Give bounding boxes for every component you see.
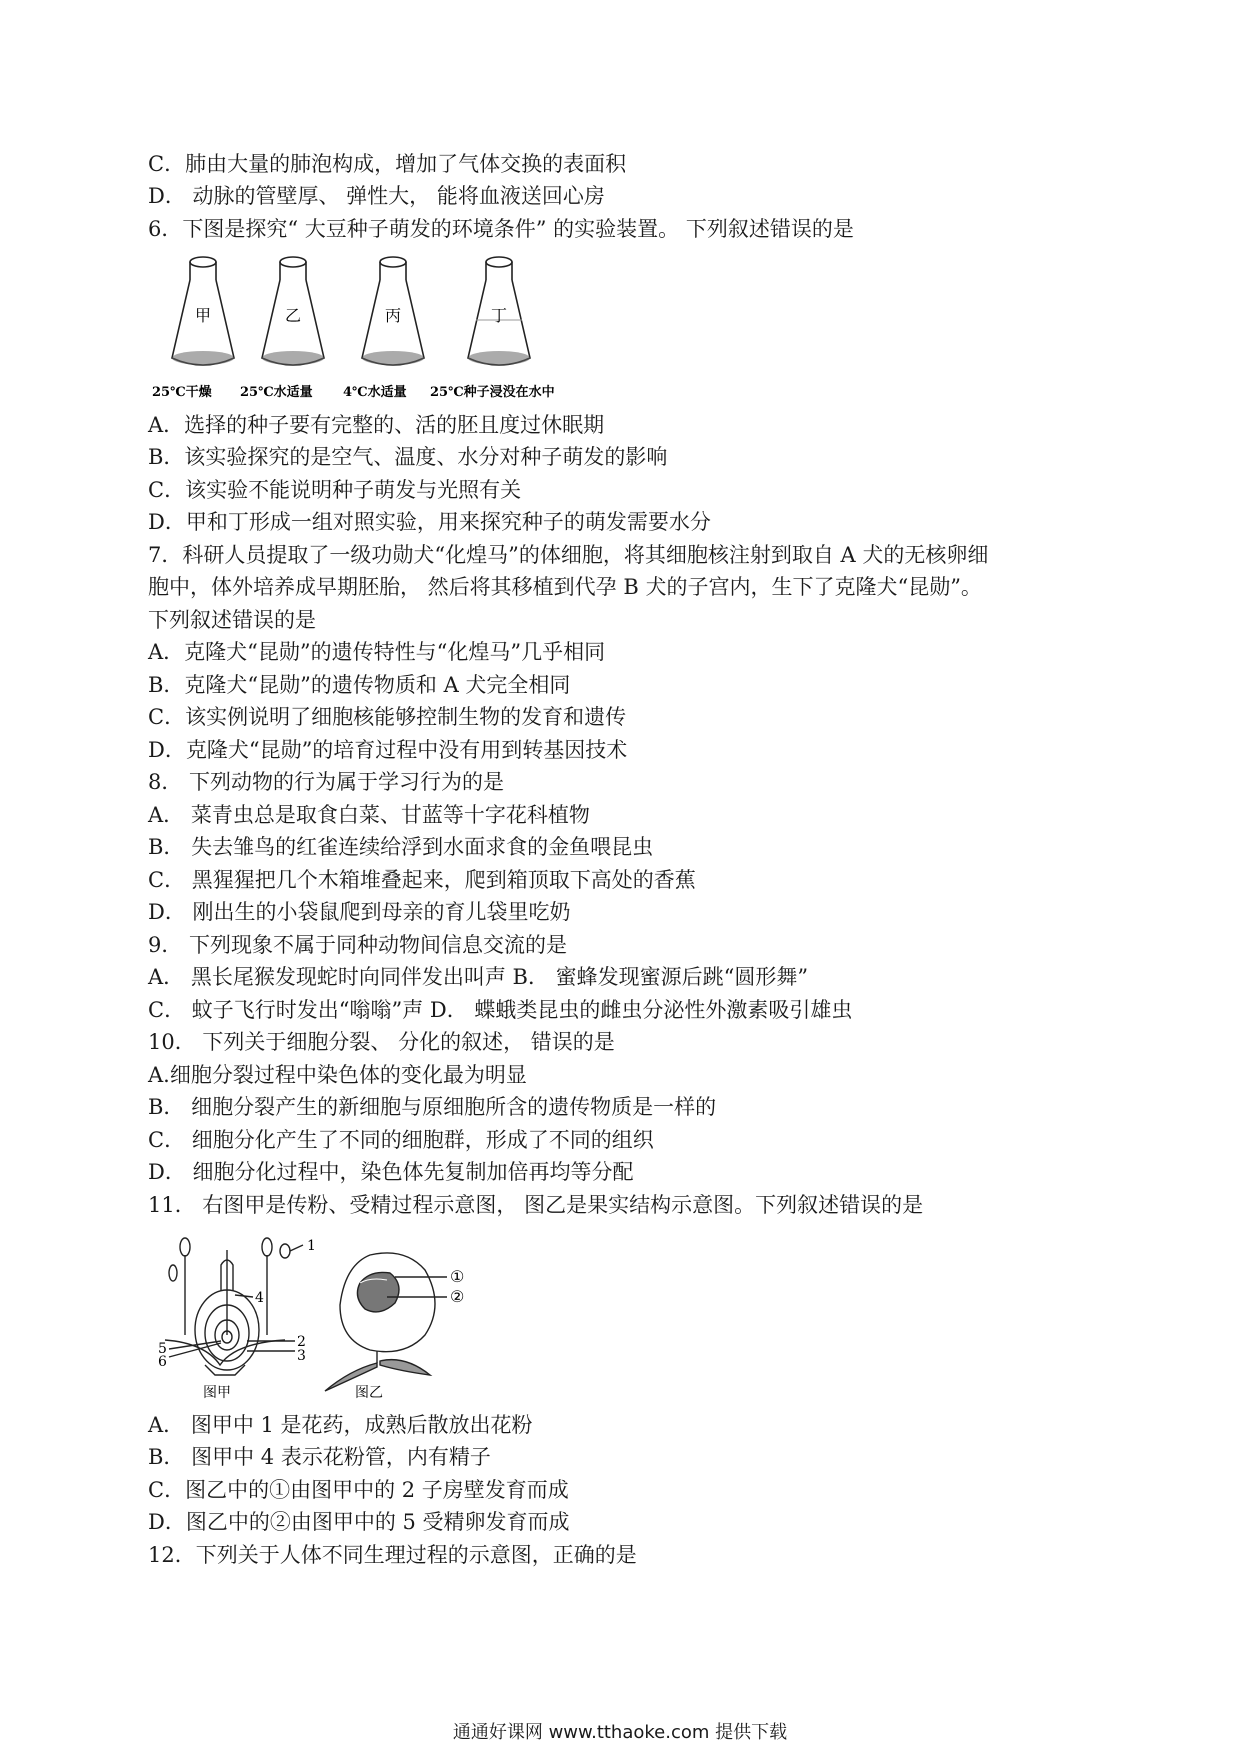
option-5c: C．肺由大量的肺泡构成，增加了气体交换的表面积 (148, 152, 627, 176)
option-10d: D． 细胞分化过程中，染色体先复制加倍再均等分配 (148, 1160, 634, 1184)
option-11a: A． 图甲中 1 是花药，成熟后散放出花粉 (148, 1413, 533, 1437)
flower-label-5: 5 (158, 1341, 167, 1357)
option-6c: C．该实验不能说明种子萌发与光照有关 (148, 478, 522, 502)
option-8a: A． 菜青虫总是取食白菜、甘蓝等十字花科植物 (148, 803, 590, 827)
pollination-fruit-figure (155, 1225, 535, 1400)
option-11b: B． 图甲中 4 表示花粉管，内有精子 (148, 1445, 491, 1469)
option-10b: B． 细胞分裂产生的新细胞与原细胞所含的遗传物质是一样的 (148, 1095, 717, 1119)
flask-caption-ding: 25℃种子浸没在水中 (430, 385, 555, 400)
option-11d: D．图乙中的②由图甲中的 5 受精卵发育而成 (148, 1510, 570, 1534)
option-5d: D． 动脉的管壁厚、 弹性大， 能将血液送回心房 (148, 184, 605, 208)
option-8d: D． 刚出生的小袋鼠爬到母亲的育儿袋里吃奶 (148, 900, 571, 924)
flask-caption-bing: 4℃水适量 (343, 385, 407, 400)
caption-yi: 图乙 (355, 1385, 383, 1401)
flask-label-bing: 丙 (384, 306, 402, 325)
flower-label-3: 3 (297, 1348, 306, 1364)
option-7c: C．该实例说明了细胞核能够控制生物的发育和遗传 (148, 705, 627, 729)
question-9: 9． 下列现象不属于同种动物间信息交流的是 (148, 933, 568, 957)
option-10c: C． 细胞分化产生了不同的细胞群，形成了不同的组织 (148, 1128, 654, 1152)
question-8: 8． 下列动物的行为属于学习行为的是 (148, 770, 505, 794)
seed-germination-figure (152, 250, 660, 400)
question-10: 10． 下列关于细胞分裂、 分化的叙述， 错误的是 (148, 1030, 615, 1054)
flower-diagram (165, 1238, 303, 1375)
option-7b: B．克隆犬“昆勋”的遗传物质和 A 犬完全相同 (148, 673, 571, 697)
flask-label-jia: 甲 (194, 306, 212, 325)
fruit-label-1: ① (450, 1267, 465, 1286)
flower-label-1: 1 (307, 1238, 316, 1254)
fruit-label-2: ② (450, 1287, 465, 1306)
question-7-line1: 7．科研人员提取了一级功勋犬“化煌马”的体细胞，将其细胞核注射到取自 A 犬的无核卵细 (148, 543, 989, 567)
question-7-line2: 胞中，体外培养成早期胚胎， 然后将其移植到代孕 B 犬的子宫内，生下了克隆犬“昆勋”。 (148, 575, 982, 599)
flower-label-4: 4 (255, 1290, 264, 1306)
option-6d: D．甲和丁形成一组对照实验，用来探究种子的萌发需要水分 (148, 510, 711, 534)
option-11c: C．图乙中的①由图甲中的 2 子房壁发育而成 (148, 1478, 569, 1502)
flask-label-yi: 乙 (284, 306, 302, 325)
option-10a: A.细胞分裂过程中染色体的变化最为明显 (148, 1063, 527, 1087)
option-8b: B． 失去雏鸟的红雀连续给浮到水面求食的金鱼喂昆虫 (148, 835, 654, 859)
fruit-diagram (325, 1253, 447, 1391)
question-11: 11． 右图甲是传粉、受精过程示意图， 图乙是果实结构示意图。下列叙述错误的是 (148, 1193, 924, 1217)
option-9cd: C． 蚊子飞行时发出“嗡嗡”声 D． 蝶蛾类昆虫的雌虫分泌性外激素吸引雄虫 (148, 998, 853, 1022)
option-6a: A．选择的种子要有完整的、活的胚且度过休眠期 (148, 413, 605, 437)
flower-label-2: 2 (297, 1334, 306, 1350)
option-7a: A．克隆犬“昆勋”的遗传特性与“化煌马”几乎相同 (148, 640, 606, 664)
page-footer: 通通好课网 www.tthaoke.com 提供下载 (452, 1722, 788, 1743)
caption-jia: 图甲 (203, 1385, 231, 1401)
question-6: 6．下图是探究“ 大豆种子萌发的环境条件” 的实验装置。 下列叙述错误的是 (148, 217, 854, 241)
option-9ab: A． 黑长尾猴发现蛇时向同伴发出叫声 B． 蜜蜂发现蜜源后跳“圆形舞” (148, 965, 809, 989)
option-7d: D．克隆犬“昆勋”的培育过程中没有用到转基因技术 (148, 738, 628, 762)
question-7-line3: 下列叙述错误的是 (148, 608, 316, 632)
flask-caption-yi: 25℃水适量 (240, 385, 313, 400)
option-6b: B．该实验探究的是空气、温度、水分对种子萌发的影响 (148, 445, 668, 469)
flask-label-ding: 丁 (490, 306, 508, 325)
flower-label-6: 6 (158, 1354, 167, 1370)
question-12: 12．下列关于人体不同生理过程的示意图，正确的是 (148, 1543, 637, 1567)
option-8c: C． 黑猩猩把几个木箱堆叠起来，爬到箱顶取下高处的香蕉 (148, 868, 696, 892)
flask-caption-jia: 25℃干燥 (152, 385, 212, 400)
